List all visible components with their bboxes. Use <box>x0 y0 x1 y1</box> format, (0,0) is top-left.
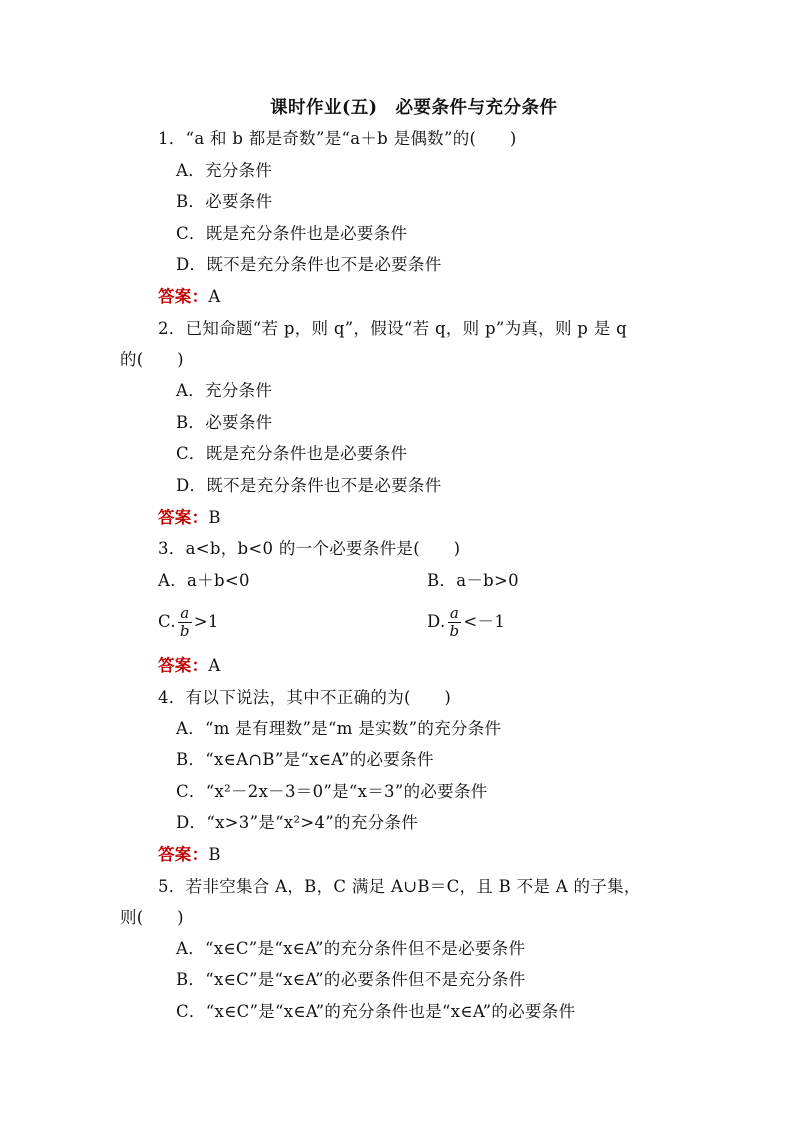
answer-label: 答案： <box>158 656 209 675</box>
q4-answer-value: B <box>208 845 221 864</box>
q3-option-c-prefix: C. <box>158 612 176 631</box>
q3-option-c-suffix: >1 <box>193 612 219 631</box>
q1-option-a: A．充分条件 <box>176 161 273 180</box>
fraction-numerator: a <box>178 605 192 623</box>
fraction-denominator: b <box>449 622 460 640</box>
q4-answer <box>158 844 221 866</box>
answer-label: 答案： <box>158 287 209 306</box>
q5-option-a: A．“x∈C”是“x∈A”的充分条件但不是必要条件 <box>176 939 526 958</box>
q5-stem-line1: 5．若非空集合 A，B，C 满足 A∪B＝C，且 B 不是 A 的子集， <box>158 877 641 896</box>
q1-option-d: D．既不是充分条件也不是必要条件 <box>176 255 442 274</box>
q4-option-a: A．“m 是有理数”是“m 是实数”的充分条件 <box>176 719 502 738</box>
q2-stem-line1: 2．已知命题“若 p，则 q”，假设“若 q，则 p”为真，则 p 是 q <box>158 319 627 338</box>
q1-stem: 1．“a 和 b 都是奇数”是“a＋b 是偶数”的( ) <box>158 129 517 148</box>
q4-option-c: C．“x²－2x－3＝0”是“x＝3”的必要条件 <box>176 782 488 801</box>
q2-option-a: A．充分条件 <box>176 381 273 400</box>
page-title: 课时作业(五) 必要条件与充分条件 <box>270 98 558 118</box>
q2-answer-value: B <box>208 508 221 527</box>
q1-answer-value: A <box>208 287 221 306</box>
q3-answer <box>158 655 221 677</box>
q2-option-b: B．必要条件 <box>176 413 273 432</box>
q3-stem: 3．a<b，b<0 的一个必要条件是( ) <box>158 539 461 558</box>
q1-option-c: C．既是充分条件也是必要条件 <box>176 224 408 243</box>
q5-stem-line2: 则( ) <box>120 908 184 927</box>
q3-option-b: B．a－b>0 <box>427 571 519 590</box>
q2-option-c: C．既是充分条件也是必要条件 <box>176 444 408 463</box>
answer-label: 答案： <box>158 508 209 527</box>
q3-option-a: A．a＋b<0 <box>158 571 250 590</box>
q3-option-c-fraction <box>178 605 192 640</box>
q2-option-d: D．既不是充分条件也不是必要条件 <box>176 476 442 495</box>
q4-stem: 4．有以下说法，其中不正确的为( ) <box>158 688 452 707</box>
q3-option-d-suffix: <－1 <box>463 612 506 631</box>
fraction-denominator: b <box>179 622 190 640</box>
q3-option-c <box>158 602 219 642</box>
answer-label: 答案： <box>158 845 209 864</box>
q3-option-d <box>427 602 505 642</box>
q3-option-d-fraction <box>448 605 462 640</box>
q5-option-c: C．“x∈C”是“x∈A”的充分条件也是“x∈A”的必要条件 <box>176 1002 576 1021</box>
q1-answer <box>158 286 221 308</box>
q2-answer <box>158 507 221 529</box>
q4-option-d: D．“x>3”是“x²>4”的充分条件 <box>176 813 419 832</box>
fraction-numerator: a <box>448 605 462 623</box>
q5-option-b: B．“x∈C”是“x∈A”的必要条件但不是充分条件 <box>176 970 526 989</box>
q2-stem-line2: 的( ) <box>120 350 184 369</box>
q4-option-b: B．“x∈A∩B”是“x∈A”的必要条件 <box>176 750 434 769</box>
q3-answer-value: A <box>208 656 221 675</box>
q3-option-d-prefix: D. <box>427 612 446 631</box>
q1-option-b: B．必要条件 <box>176 192 273 211</box>
